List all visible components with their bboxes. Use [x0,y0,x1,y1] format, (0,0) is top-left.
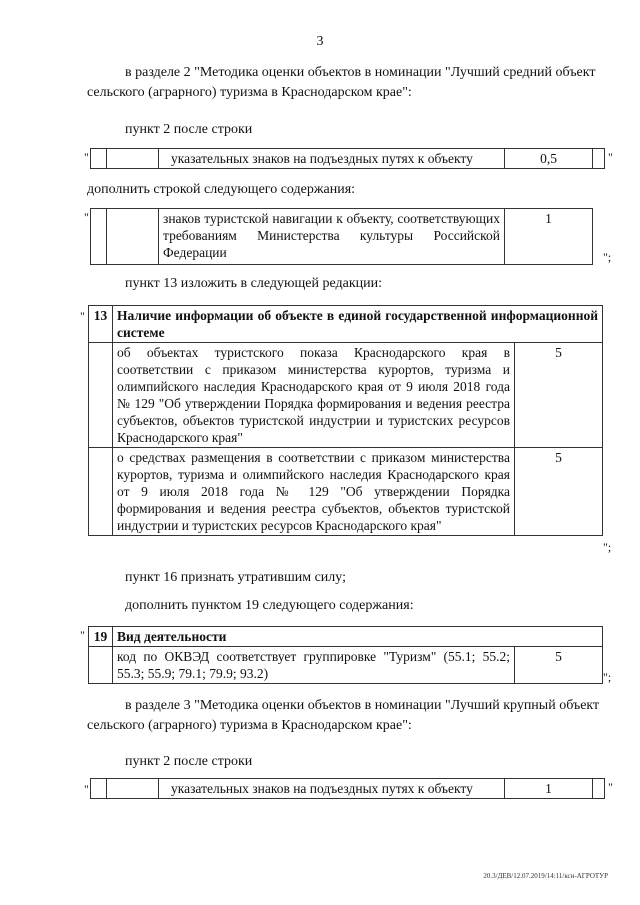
s2-p13-label: пункт 13 изложить в следующей редакции: [125,276,382,291]
row-c-close-quote: " [608,780,613,794]
row-c-score: 1 [505,779,593,799]
row-a-end-cell [593,149,605,169]
item19-text: код по ОКВЭД соответствует группировке "Туризм" (55.1; 55.2; 55.3; 55.9; 79.1; 79.9; 93.2) [113,647,515,684]
row-b-table [90,208,605,265]
item13-row2-text: о средствах размещения в соответствии с приказом министерства курортов, туризма и олимпийского наследия Краснодарского края от 9 июля 2018 года № 129 "Об утверждении Порядка формирования и ведения реестра субъектов, объектов туристской индустрии и туристских ресурсов Краснодарского края" [113,448,515,536]
page-number: 3 [316,34,324,49]
row-a-blank-cell [91,149,107,169]
item13-row2-score: 5 [515,448,603,536]
item13-open-quote: " [80,309,85,323]
row-b-blank-cell [91,209,107,265]
item13-blank-2 [89,448,113,536]
row-b-score: 1 [505,209,593,265]
row-a-open-quote: " [84,150,89,164]
item19-table [88,626,603,684]
row-b-text: знаков туристской навигации к объекту, соответствующих требованиям Министерства культуры Российской Федерации [159,209,505,265]
item13-table [88,305,603,536]
s2-p2-label: пункт 2 после строки [125,122,253,137]
row-a-num-cell [107,149,159,169]
row-b-open-quote: " [84,210,89,224]
s3-p2-label: пункт 2 после строки [125,754,253,769]
row-a-score: 0,5 [505,149,593,169]
s2-p19-label: дополнить пунктом 19 следующего содержания: [125,598,414,613]
row-b-close-quote: "; [603,250,612,264]
row-c-text: указательных знаков на подъездных путях к объекту [159,779,505,799]
section2-intro: в разделе 2 "Методика оценки объектов в номинации "Лучший средний объект сельского (аграрного) туризма в Краснодарском крае": [87,65,596,100]
row-a-text: указательных знаков на подъездных путях к объекту [159,149,505,169]
item13-blank-1 [89,343,113,448]
row-c-end-cell [593,779,605,799]
item19-title: Вид деятельности [113,627,603,647]
item13-row1-score: 5 [515,343,603,448]
item19-number: 19 [89,627,113,647]
section3-intro: в разделе 3 "Методика оценки объектов в номинации "Лучший крупный объект сельского (аграрного) туризма в Краснодарском крае": [87,698,600,733]
s2-p16: пункт 16 признать утратившим силу; [125,570,346,585]
row-b-num-cell [107,209,159,265]
item19-blank [89,647,113,684]
footer-code: 20.3/ДЕВ/12.07.2019/14:11/кси-АГРОТУР [483,872,608,880]
row-c-blank-cell [91,779,107,799]
row-c-open-quote: " [84,782,89,796]
row-a-table [90,148,605,169]
item19-score: 5 [515,647,603,684]
row-c-num-cell [107,779,159,799]
item19-open-quote: " [80,628,85,642]
item19-close-quote: "; [603,670,612,684]
s2-add-label: дополнить строкой следующего содержания: [87,182,356,197]
item13-row1-text: об объектах туристского показа Краснодарского края в соответствии с приказом министерства курортов, туризма и олимпийского наследия Краснодарского края от 9 июля 2018 года № 129 "Об утверждении Порядка формирования и ведения реестра субъектов, объектов туристской индустрии и туристских ресурсов Краснодарского края" [113,343,515,448]
item13-close-quote: "; [603,540,612,554]
row-c-table [90,778,605,799]
item13-number: 13 [89,306,113,343]
row-a-close-quote: " [608,150,613,164]
item13-title: Наличие информации об объекте в единой государственной информационной системе [113,306,603,343]
